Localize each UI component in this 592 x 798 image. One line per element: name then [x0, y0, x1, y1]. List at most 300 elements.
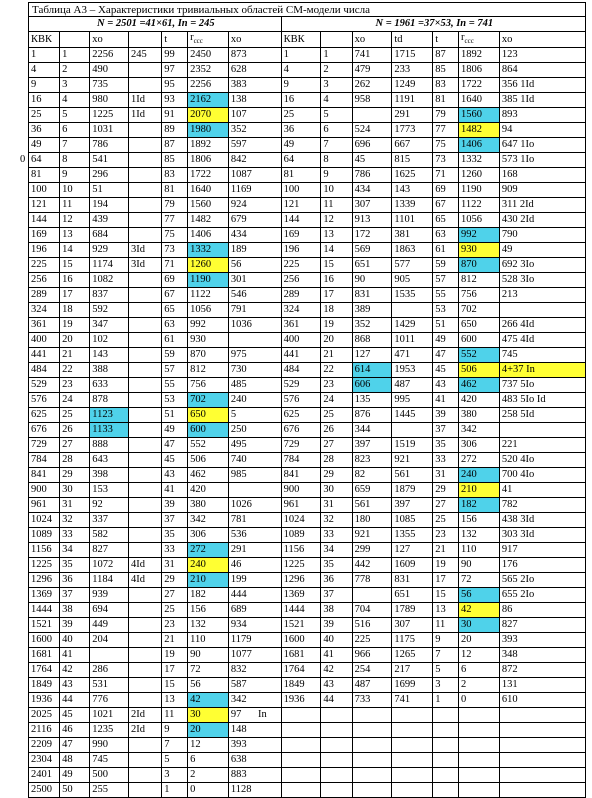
right-cell: 67	[433, 198, 459, 213]
right-cell: 1806	[458, 63, 499, 78]
right-cell: 135	[352, 393, 392, 408]
left-cell: 40	[60, 633, 90, 648]
right-cell: 182	[458, 498, 499, 513]
left-cell: 143	[90, 348, 129, 363]
right-cell	[499, 303, 585, 318]
right-header-cell: t	[433, 32, 459, 48]
table-row	[29, 513, 586, 528]
right-cell: 82	[352, 468, 392, 483]
left-cell: 756	[188, 378, 229, 393]
right-cell: 81	[433, 93, 459, 108]
table-row	[29, 663, 586, 678]
right-cell: 90	[458, 558, 499, 573]
table-row	[29, 543, 586, 558]
left-cell: 225	[29, 258, 60, 273]
left-cell: 50	[60, 783, 90, 798]
right-cell	[499, 708, 585, 723]
right-cell: 2	[321, 63, 352, 78]
left-cell: 51	[90, 183, 129, 198]
right-cell: 905	[392, 273, 433, 288]
right-cell: 49	[433, 333, 459, 348]
right-cell: 692 3Io	[499, 258, 585, 273]
right-cell: 23	[433, 528, 459, 543]
right-cell	[433, 768, 459, 783]
left-cell: 495	[228, 438, 281, 453]
left-cell: 20	[188, 723, 229, 738]
right-cell: 256	[281, 273, 321, 288]
left-cell: 1936	[29, 693, 60, 708]
right-cell: 434	[352, 183, 392, 198]
left-title: N = 2501 =41×61, In = 245	[29, 17, 282, 32]
right-cell: 930	[458, 243, 499, 258]
right-cell: 72	[458, 573, 499, 588]
right-cell: 45	[433, 363, 459, 378]
left-cell: 49	[29, 138, 60, 153]
left-cell: 42	[60, 663, 90, 678]
table-row	[29, 573, 586, 588]
right-cell: 576	[281, 393, 321, 408]
left-cell: 393	[228, 738, 281, 753]
right-cell: 29	[433, 483, 459, 498]
left-cell: 291	[228, 543, 281, 558]
right-cell: 21	[321, 348, 352, 363]
right-cell: 702	[458, 303, 499, 318]
left-cell: 7	[162, 738, 188, 753]
right-cell: 784	[281, 453, 321, 468]
right-cell: 233	[392, 63, 433, 78]
right-cell: 342	[458, 423, 499, 438]
left-header-cell: xo	[228, 32, 281, 48]
left-cell: 729	[29, 438, 60, 453]
right-cell	[321, 753, 352, 768]
left-cell: 1892	[188, 138, 229, 153]
left-cell: 1260	[188, 258, 229, 273]
left-cell: 1444	[29, 603, 60, 618]
left-cell: 2401	[29, 768, 60, 783]
left-cell: 1156	[29, 543, 60, 558]
right-cell: 1249	[392, 78, 433, 93]
left-cell: 69	[162, 273, 188, 288]
left-cell: 2Id	[128, 708, 161, 723]
table-row	[29, 303, 586, 318]
left-cell: 597	[228, 138, 281, 153]
left-cell	[128, 363, 161, 378]
right-header-cell: xo	[352, 32, 392, 48]
left-cell: 576	[29, 393, 60, 408]
right-cell: 823	[352, 453, 392, 468]
right-cell: 121	[281, 198, 321, 213]
right-cell: 33	[433, 453, 459, 468]
left-cell: 420	[188, 483, 229, 498]
right-cell: 25	[281, 108, 321, 123]
right-cell	[458, 708, 499, 723]
table-row	[29, 468, 586, 483]
right-cell	[281, 753, 321, 768]
left-cell: 204	[90, 633, 129, 648]
table-row	[29, 183, 586, 198]
left-cell: 33	[60, 528, 90, 543]
left-cell: 5	[228, 408, 281, 423]
left-cell	[128, 453, 161, 468]
left-cell: 182	[188, 588, 229, 603]
right-cell: 733	[352, 693, 392, 708]
table-row	[29, 483, 586, 498]
table-row	[29, 363, 586, 378]
right-cell	[281, 768, 321, 783]
left-cell: 2256	[188, 78, 229, 93]
left-cell: 77	[162, 213, 188, 228]
left-cell: 20	[60, 333, 90, 348]
right-cell: 516	[352, 618, 392, 633]
right-cell: 299	[352, 543, 392, 558]
left-cell: 2352	[188, 63, 229, 78]
table-row	[29, 453, 586, 468]
left-cell: 842	[228, 153, 281, 168]
right-cell: 44	[321, 693, 352, 708]
right-cell: 650	[458, 318, 499, 333]
left-cell: 65	[162, 303, 188, 318]
right-cell: 385 1Id	[499, 93, 585, 108]
table-row	[29, 693, 586, 708]
left-cell: 296	[90, 168, 129, 183]
left-cell: 1087	[228, 168, 281, 183]
right-cell: 676	[281, 423, 321, 438]
right-cell: 475 4Id	[499, 333, 585, 348]
right-cell	[433, 723, 459, 738]
left-cell: 506	[188, 453, 229, 468]
right-cell: 870	[458, 258, 499, 273]
table-row	[29, 78, 586, 93]
right-cell: 25	[321, 408, 352, 423]
right-cell: 1535	[392, 288, 433, 303]
left-cell: 4	[60, 93, 90, 108]
left-cell: 37	[60, 588, 90, 603]
left-cell	[128, 678, 161, 693]
right-cell: 606	[352, 378, 392, 393]
left-cell	[128, 273, 161, 288]
right-cell: 307	[352, 198, 392, 213]
left-cell: 337	[90, 513, 129, 528]
left-cell	[128, 588, 161, 603]
left-cell: 679	[228, 213, 281, 228]
left-cell: 138	[228, 93, 281, 108]
right-cell: 1600	[281, 633, 321, 648]
left-cell: 1082	[90, 273, 129, 288]
left-cell: 45	[162, 453, 188, 468]
right-cell: 36	[281, 123, 321, 138]
right-cell: 741	[392, 693, 433, 708]
right-cell: 1715	[392, 48, 433, 63]
left-cell: 444	[228, 588, 281, 603]
table-row	[29, 723, 586, 738]
right-cell: 778	[352, 573, 392, 588]
left-cell: 30	[188, 708, 229, 723]
left-cell: 301	[228, 273, 281, 288]
left-cell: 841	[29, 468, 60, 483]
right-cell: 41	[433, 393, 459, 408]
left-cell: 638	[228, 753, 281, 768]
left-cell: 837	[90, 288, 129, 303]
left-cell	[128, 288, 161, 303]
left-cell: 2500	[29, 783, 60, 798]
right-cell: 831	[352, 288, 392, 303]
right-cell: 31	[433, 468, 459, 483]
left-cell	[128, 333, 161, 348]
right-cell: 625	[281, 408, 321, 423]
left-cell: 352	[228, 123, 281, 138]
left-cell: 924	[228, 198, 281, 213]
right-cell: 659	[352, 483, 392, 498]
right-cell	[458, 723, 499, 738]
right-cell: 1369	[281, 588, 321, 603]
left-cell: 49	[162, 423, 188, 438]
left-cell: 1225	[90, 108, 129, 123]
left-cell	[128, 648, 161, 663]
right-cell	[352, 753, 392, 768]
right-cell: 49	[281, 138, 321, 153]
table-row	[29, 618, 586, 633]
left-cell: 1179	[228, 633, 281, 648]
left-cell: 37	[162, 513, 188, 528]
right-cell: 258 5Id	[499, 408, 585, 423]
right-cell: 479	[352, 63, 392, 78]
left-cell: 592	[90, 303, 129, 318]
right-cell: 992	[458, 228, 499, 243]
table-row	[29, 153, 586, 168]
right-cell: 7	[321, 138, 352, 153]
left-cell: 97	[162, 63, 188, 78]
left-cell: 536	[228, 528, 281, 543]
right-cell: 10	[321, 183, 352, 198]
table-row	[29, 498, 586, 513]
right-cell: 90	[352, 273, 392, 288]
right-cell: 57	[433, 273, 459, 288]
right-cell	[352, 708, 392, 723]
table-row	[29, 393, 586, 408]
right-cell: 1156	[281, 543, 321, 558]
left-cell	[90, 648, 129, 663]
right-cell: 45	[352, 153, 392, 168]
right-cell: 529	[281, 378, 321, 393]
left-cell: 13	[162, 693, 188, 708]
right-cell: 1953	[392, 363, 433, 378]
right-cell	[499, 753, 585, 768]
table-row	[29, 228, 586, 243]
left-cell: 400	[29, 333, 60, 348]
left-cell	[128, 63, 161, 78]
table-caption: Таблица А3 – Характеристики тривиальных областей СМ-модели числа	[28, 2, 586, 16]
characteristics-table	[28, 16, 586, 798]
left-cell	[128, 633, 161, 648]
left-cell: 56	[228, 258, 281, 273]
table-row	[29, 378, 586, 393]
left-cell	[128, 738, 161, 753]
right-cell: 0	[458, 693, 499, 708]
left-cell: 1133	[90, 423, 129, 438]
right-cell: 79	[433, 108, 459, 123]
left-cell: 9	[29, 78, 60, 93]
right-cell: 81	[281, 168, 321, 183]
right-cell: 272	[458, 453, 499, 468]
right-cell: 41	[321, 648, 352, 663]
right-cell: 30	[321, 483, 352, 498]
left-cell: 781	[228, 513, 281, 528]
left-cell: 194	[90, 198, 129, 213]
right-cell	[281, 738, 321, 753]
right-cell: 3	[433, 678, 459, 693]
left-cell: 22	[60, 363, 90, 378]
right-cell	[458, 753, 499, 768]
left-header-cell: t	[162, 32, 188, 48]
right-cell: 15	[321, 258, 352, 273]
left-cell: 29	[60, 468, 90, 483]
right-cell: 266 4Id	[499, 318, 585, 333]
left-cell: 1089	[29, 528, 60, 543]
left-cell: 44	[60, 693, 90, 708]
left-cell: 1235	[90, 723, 129, 738]
left-cell: 75	[162, 228, 188, 243]
right-header-cell	[321, 32, 352, 48]
right-cell: 1089	[281, 528, 321, 543]
left-cell: 1764	[29, 663, 60, 678]
left-cell: 883	[228, 768, 281, 783]
table-row	[29, 333, 586, 348]
left-cell: 500	[90, 768, 129, 783]
right-cell: 61	[433, 243, 459, 258]
left-cell: 35	[60, 558, 90, 573]
left-cell: 46	[60, 723, 90, 738]
right-cell: 17	[321, 288, 352, 303]
left-cell: 21	[60, 348, 90, 363]
right-cell: 289	[281, 288, 321, 303]
right-cell: 913	[352, 213, 392, 228]
left-cell: 240	[228, 393, 281, 408]
right-cell: 169	[281, 228, 321, 243]
right-cell: 23	[321, 378, 352, 393]
right-cell: 306	[458, 438, 499, 453]
left-cell	[128, 198, 161, 213]
right-cell: 1296	[281, 573, 321, 588]
left-cell: 256	[29, 273, 60, 288]
right-cell: 756	[458, 288, 499, 303]
table-row	[29, 423, 586, 438]
left-cell	[128, 168, 161, 183]
left-cell	[128, 138, 161, 153]
left-cell: 633	[90, 378, 129, 393]
left-cell: 2	[60, 63, 90, 78]
right-cell: 8	[321, 153, 352, 168]
left-cell: 9	[60, 168, 90, 183]
left-cell: 31	[60, 498, 90, 513]
right-cell: 577	[392, 258, 433, 273]
right-cell	[321, 783, 352, 798]
left-cell: 169	[29, 228, 60, 243]
left-cell: 27	[60, 438, 90, 453]
left-cell: 24	[60, 393, 90, 408]
table-row	[29, 633, 586, 648]
title-row	[29, 17, 586, 32]
right-cell	[499, 423, 585, 438]
left-cell: 53	[162, 393, 188, 408]
left-cell: 25	[29, 108, 60, 123]
right-cell: 1024	[281, 513, 321, 528]
left-cell	[128, 768, 161, 783]
right-cell: 573 1Io	[499, 153, 585, 168]
left-cell: 2256	[90, 48, 129, 63]
left-cell: 1980	[188, 123, 229, 138]
left-cell: 776	[90, 693, 129, 708]
right-cell: 19	[321, 318, 352, 333]
table-row	[29, 408, 586, 423]
left-cell: 1190	[188, 273, 229, 288]
left-cell: 2304	[29, 753, 60, 768]
right-cell: 1773	[392, 123, 433, 138]
right-cell: 344	[352, 423, 392, 438]
right-cell: 1190	[458, 183, 499, 198]
right-cell: 4	[281, 63, 321, 78]
table-row	[29, 783, 586, 798]
left-cell: 245	[128, 48, 161, 63]
left-cell: 102	[90, 333, 129, 348]
right-cell: 86	[499, 603, 585, 618]
right-cell: 22	[321, 363, 352, 378]
right-cell: 442	[352, 558, 392, 573]
right-cell: 43	[433, 378, 459, 393]
left-cell: 13	[60, 228, 90, 243]
right-cell: 5	[321, 108, 352, 123]
left-cell: 934	[228, 618, 281, 633]
right-cell: 1879	[392, 483, 433, 498]
left-cell	[128, 213, 161, 228]
right-cell: 1764	[281, 663, 321, 678]
left-cell: 64	[29, 153, 60, 168]
right-cell: 1	[433, 693, 459, 708]
left-cell: 48	[60, 753, 90, 768]
left-cell: 1681	[29, 648, 60, 663]
right-cell: 1444	[281, 603, 321, 618]
left-cell: 1174	[90, 258, 129, 273]
right-cell: 16	[321, 273, 352, 288]
left-cell: 628	[228, 63, 281, 78]
left-cell: 485	[228, 378, 281, 393]
table-row	[29, 348, 586, 363]
left-cell: 531	[90, 678, 129, 693]
table-row	[29, 168, 586, 183]
right-cell: 864	[499, 63, 585, 78]
left-cell: 95	[162, 78, 188, 93]
right-cell	[281, 708, 321, 723]
right-cell: 75	[433, 138, 459, 153]
right-cell: 123	[499, 48, 585, 63]
left-cell: 144	[29, 213, 60, 228]
right-cell: 240	[458, 468, 499, 483]
right-cell: 667	[392, 138, 433, 153]
right-cell: 966	[352, 648, 392, 663]
left-cell: 694	[90, 603, 129, 618]
left-cell: 650	[188, 408, 229, 423]
left-cell: 434	[228, 228, 281, 243]
right-cell: 14	[321, 243, 352, 258]
left-cell: 827	[90, 543, 129, 558]
left-cell: 41	[60, 648, 90, 663]
left-cell: 93	[162, 93, 188, 108]
left-cell: 19	[60, 318, 90, 333]
right-cell: 27	[321, 438, 352, 453]
right-cell: 225	[281, 258, 321, 273]
left-cell: 55	[162, 378, 188, 393]
right-cell: 893	[499, 108, 585, 123]
right-cell: 38	[321, 603, 352, 618]
